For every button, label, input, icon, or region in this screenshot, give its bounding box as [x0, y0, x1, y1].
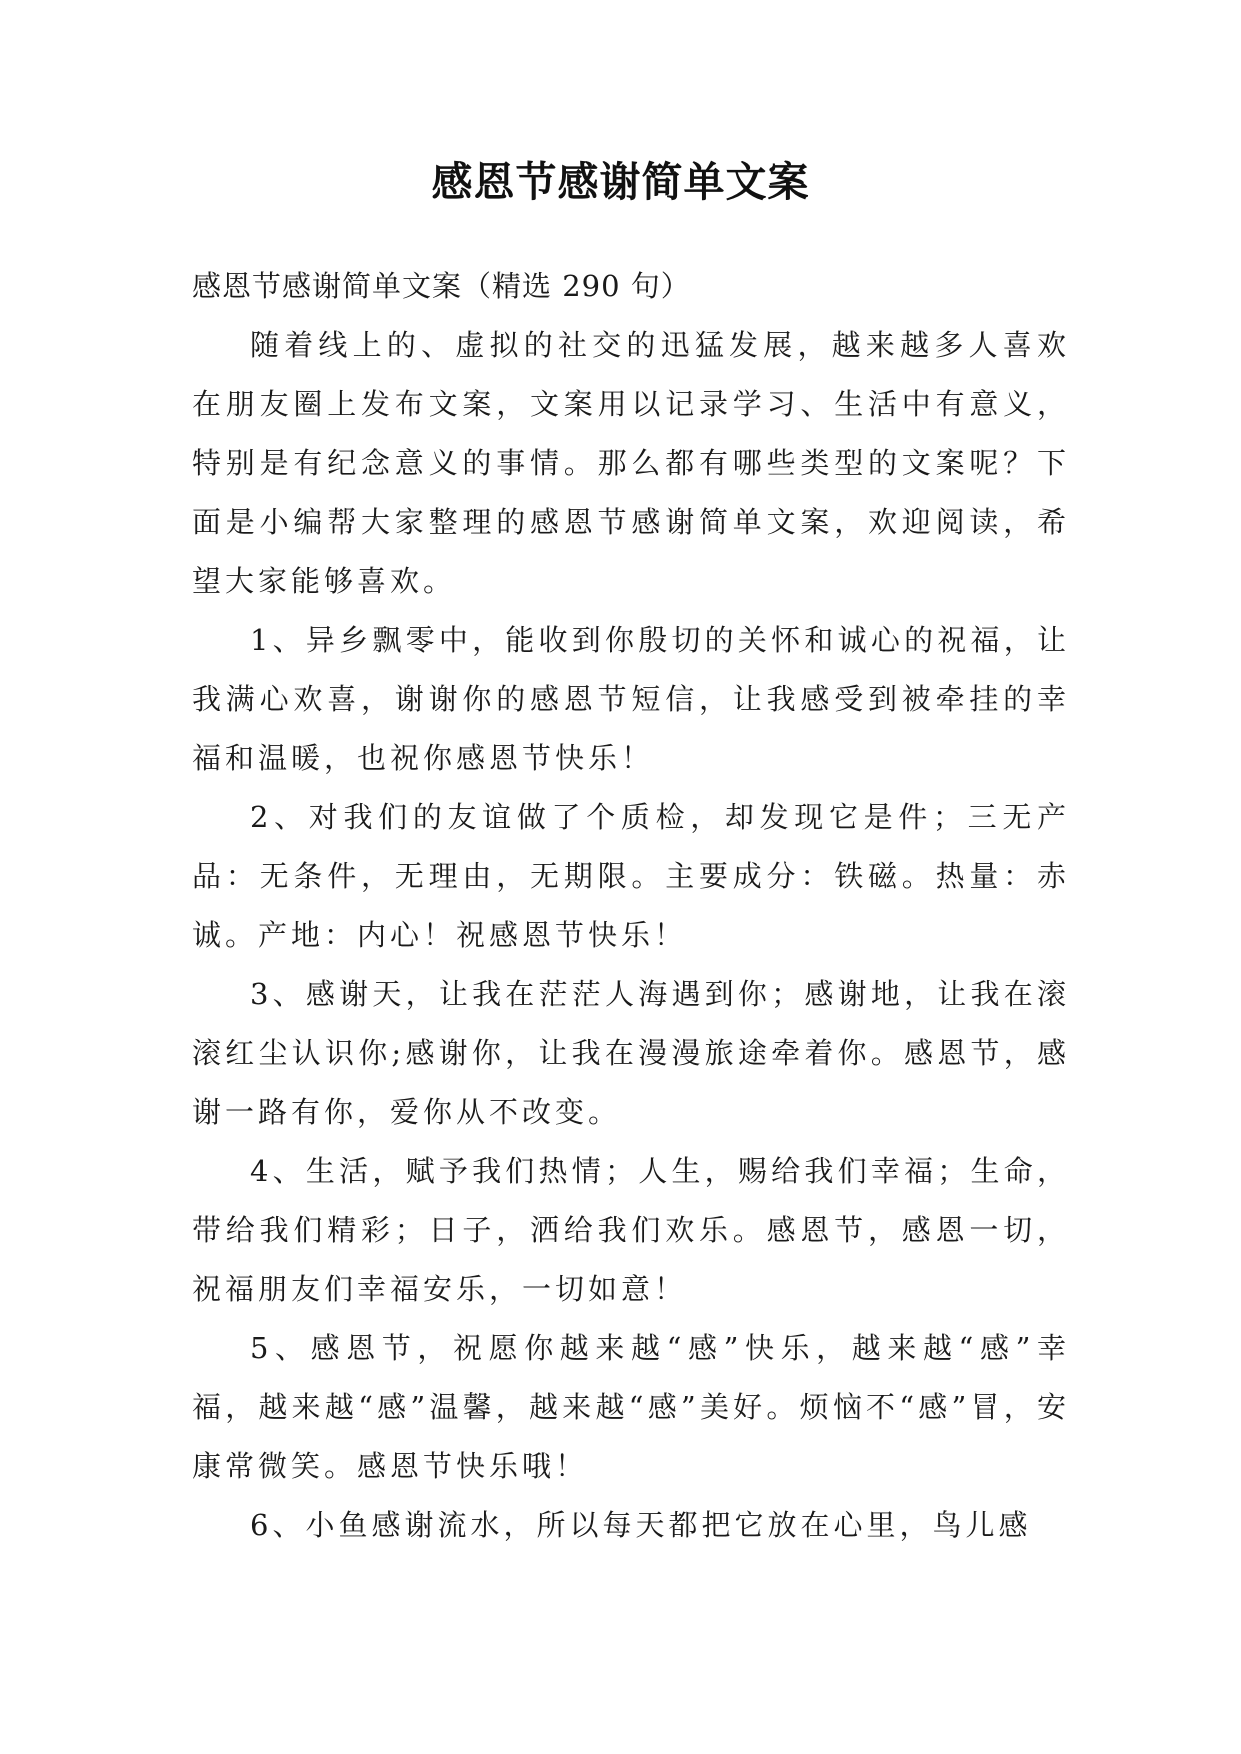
intro-paragraph: 随着线上的、虚拟的社交的迅猛发展，越来越多人喜欢在朋友圈上发布文案，文案用以记录学习、生活中有意义，特别是有纪念意义的事情。那么都有哪些类型的文案呢？下面是小编帮大家整理的感恩节感谢简单文案，欢迎阅读，希望大家能够喜欢。 [192, 328, 1070, 598]
quote-paragraph-6: 6、小鱼感谢流水，所以每天都把它放在心里，鸟儿感 [250, 1508, 1032, 1542]
quote-paragraph-3: 3、感谢天，让我在茫茫人海遇到你；感谢地，让我在滚滚红尘认识你;感谢你，让我在漫漫旅途牵着你。感恩节，感谢一路有你，爱你从不改变。 [192, 977, 1070, 1129]
quote-paragraph-5: 5、感恩节，祝愿你越来越“感”快乐，越来越“感”幸福，越来越“感”温馨，越来越“感”美好。烦恼不“感”冒，安康常微笑。感恩节快乐哦！ [192, 1331, 1070, 1483]
quote-paragraph-2: 2、对我们的友谊做了个质检，却发现它是件；三无产品：无条件，无理由，无期限。主要成分：铁磁。热量：赤诚。产地：内心！祝感恩节快乐！ [192, 800, 1070, 952]
document-body [192, 257, 1070, 1555]
document-subtitle: 感恩节感谢简单文案（精选 290 句） [192, 269, 691, 303]
document-title: 感恩节感谢简单文案 [431, 158, 810, 206]
quote-paragraph-4: 4、生活，赋予我们热情；人生，赐给我们幸福；生命，带给我们精彩；日子，洒给我们欢乐。感恩节，感恩一切，祝福朋友们幸福安乐，一切如意！ [192, 1154, 1070, 1306]
quote-paragraph-1: 1、异乡飘零中，能收到你殷切的关怀和诚心的祝福，让我满心欢喜，谢谢你的感恩节短信，让我感受到被牵挂的幸福和温暖，也祝你感恩节快乐！ [192, 623, 1070, 775]
